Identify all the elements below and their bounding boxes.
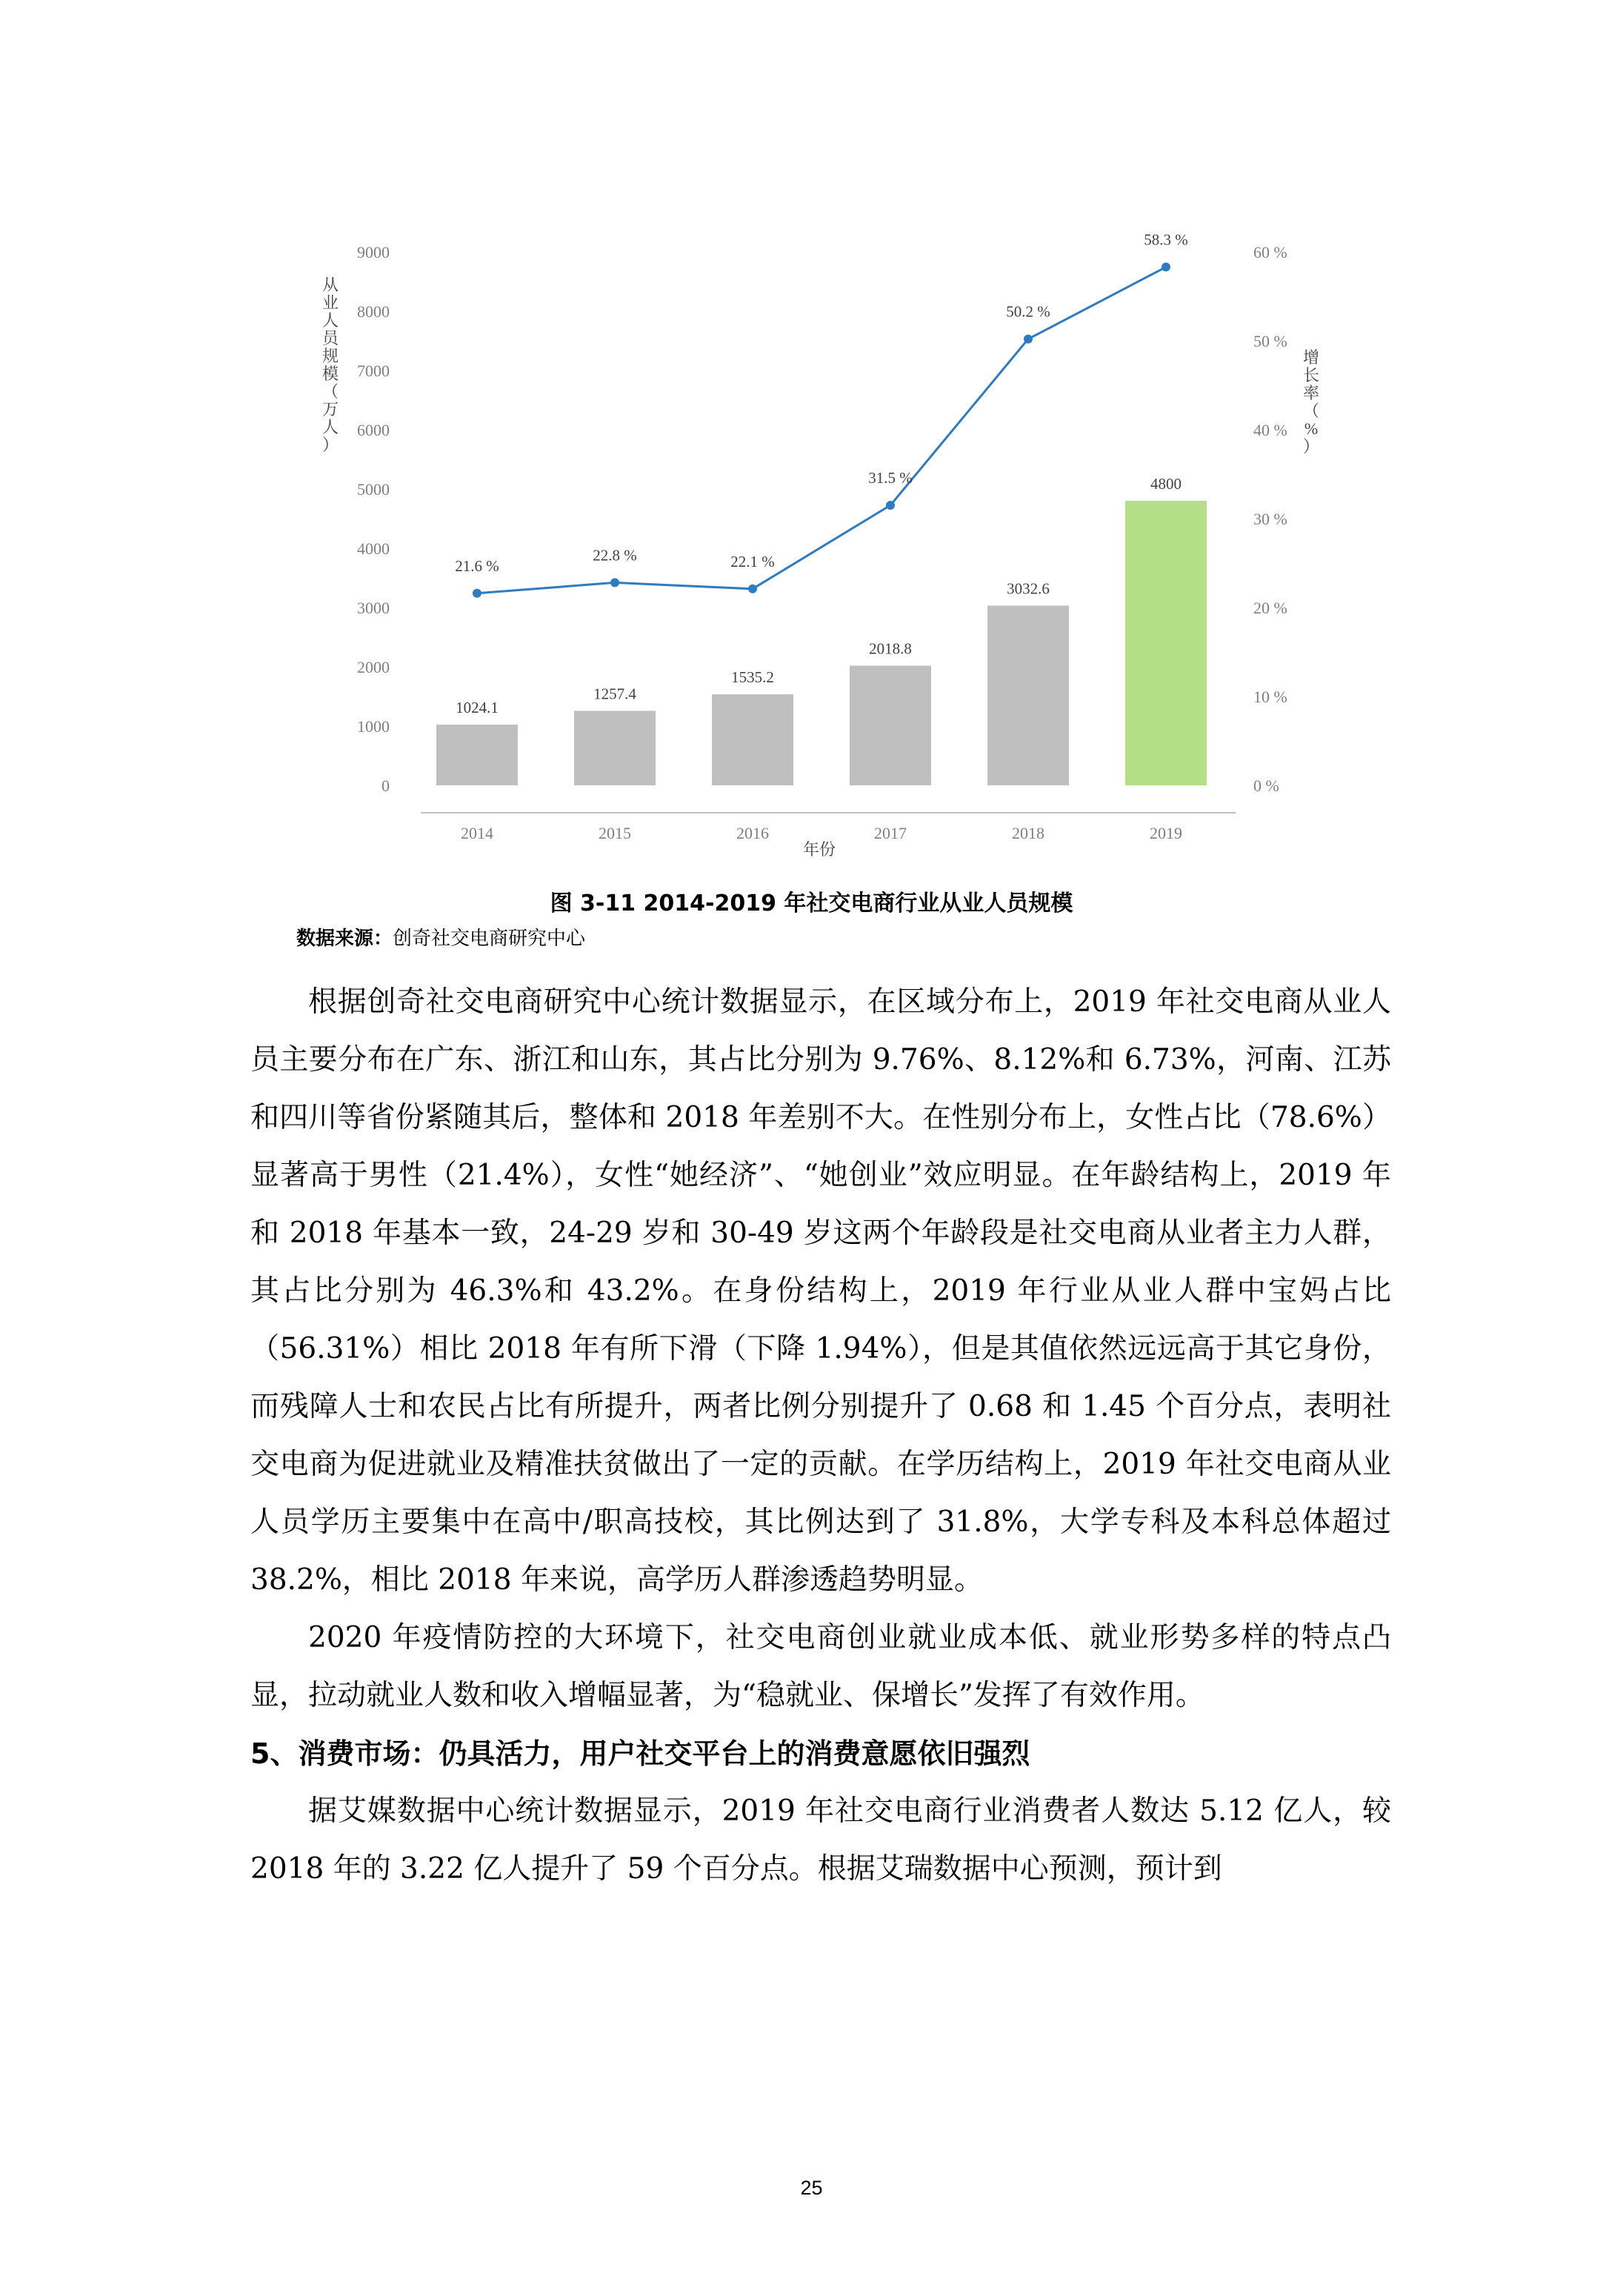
x-axis-tick: 2018 — [1012, 824, 1044, 842]
bar-value-labels — [456, 475, 1182, 716]
x-axis-title: 年份 — [802, 840, 836, 859]
y2-axis-title: 增长率（%） — [1302, 348, 1320, 456]
data-source-label: 数据来源： — [296, 928, 393, 950]
line-point — [473, 589, 481, 598]
x-axis-tick: 2014 — [461, 824, 493, 842]
paragraph-employment: 根据创奇社交电商研究中心统计数据显示，在区域分布上，2019 年社交电商从业人员主要分布在广东、浙江和山东，其占比分别为 9.76%、8.12%和 6.73%，河南、江苏和四川等省份紧随其后，整体和 2018 年差别不大。在性别分布上，女性占比（78.6%）显著高于男性（21.4%），女性“她经济”、“她创业”效应明显。在年龄结构上，2019 年和 2018 年基本一致，24-29 岁和 30-49 岁这两个年龄段是社交电商从业者主力人群，其占比分别为 46.3%和 43.2%。在身份结构上，2019 年行业从业人群中宝妈占比（56.31%）相比 2018 年有所下滑（下降 1.94%），但是其值依然远远高于其它身份，而残障人士和农民占比有所提升，两者比例分别提升了 0.68 和 1.45 个百分点，表明社交电商为促进就业及精准扶贫做出了一定的贡献。在学历结构上，2019 年社交电商从业人员学历主要集中在高中/职高技校，其比例达到了 31.8%，大学专科及本科总体超过 38.2%，相比 2018 年来说，高学历人群渗透趋势明显。 — [250, 985, 1391, 1597]
paragraph-consumers: 据艾媒数据中心统计数据显示，2019 年社交电商行业消费者人数达 5.12 亿人，较 2018 年的 3.22 亿人提升了 59 个百分点。根据艾瑞数据中心预测，预计到 — [250, 1794, 1391, 1886]
x-axis-tick: 2017 — [874, 824, 907, 842]
left-axis-tick: 1000 — [357, 717, 390, 736]
left-axis-tick: 4000 — [357, 539, 390, 558]
left-axis-tick: 9000 — [357, 243, 390, 262]
bar-label: 1535.2 — [731, 668, 774, 687]
bar — [712, 694, 793, 785]
employment-scale-chart — [0, 0, 1623, 874]
line-point — [1162, 262, 1170, 271]
right-axis-tick: 30 % — [1253, 510, 1287, 528]
line-label: 58.3 % — [1144, 230, 1188, 249]
line-label: 22.1 % — [730, 552, 775, 570]
y-axis-title: 从业人员规模（万人） — [321, 276, 339, 454]
bar-label: 3032.6 — [1007, 579, 1050, 598]
left-axis-tick: 3000 — [357, 599, 390, 617]
line-point — [748, 585, 757, 593]
data-source-text: 创奇社交电商研究中心 — [393, 928, 586, 950]
line-label: 22.8 % — [593, 546, 637, 565]
bar-label: 1024.1 — [456, 699, 499, 717]
growth-rate-labels — [455, 230, 1188, 574]
line-label: 21.6 % — [455, 556, 499, 575]
data-source — [296, 925, 585, 953]
right-axis-tick: 10 % — [1253, 688, 1287, 706]
bar-series — [436, 501, 1207, 785]
right-axis-tick-labels — [1253, 243, 1287, 795]
line-point — [1024, 335, 1033, 344]
left-axis-tick: 0 — [381, 776, 390, 795]
bar — [1125, 501, 1207, 785]
growth-rate-line — [477, 267, 1166, 593]
left-axis-tick-labels — [357, 243, 390, 795]
bar — [574, 711, 656, 785]
right-axis-tick: 20 % — [1253, 599, 1287, 617]
left-axis-tick: 2000 — [357, 658, 390, 676]
bar-label: 1257.4 — [593, 685, 636, 703]
bar — [987, 605, 1069, 785]
left-axis-tick: 6000 — [357, 421, 390, 439]
left-axis-tick: 8000 — [357, 302, 390, 321]
paragraph-epidemic: 2020 年疫情防控的大环境下，社交电商创业就业成本低、就业形势多样的特点凸显，拉动就业人数和收入增幅显著，为“稳就业、保增长”发挥了有效作用。 — [250, 1621, 1391, 1712]
right-axis-tick: 60 % — [1253, 243, 1287, 262]
line-label: 31.5 % — [868, 469, 913, 487]
bar — [436, 725, 518, 785]
x-axis-tick: 2019 — [1150, 824, 1182, 842]
right-axis-tick: 40 % — [1253, 421, 1287, 439]
bar-label: 2018.8 — [869, 639, 912, 658]
figure-caption: 图 3-11 2014-2019 年社交电商行业从业人员规模 — [550, 891, 1073, 916]
right-axis-tick: 0 % — [1253, 776, 1279, 795]
left-axis-tick: 5000 — [357, 480, 390, 499]
left-axis-tick: 7000 — [357, 362, 390, 380]
x-axis-tick: 2016 — [736, 824, 769, 842]
page-number: 25 — [800, 2177, 823, 2199]
body-text — [250, 974, 1391, 1898]
line-label: 50.2 % — [1006, 302, 1050, 321]
right-axis-tick: 50 % — [1253, 332, 1287, 350]
x-axis-tick: 2015 — [599, 824, 631, 842]
line-point — [610, 578, 619, 587]
section-heading-consumer-market: 5、消费市场：仍具活力，用户社交平台上的消费意愿依旧强烈 — [250, 1737, 1030, 1770]
line-point — [886, 501, 895, 510]
bar-label: 4800 — [1150, 475, 1182, 493]
bar — [850, 665, 931, 785]
